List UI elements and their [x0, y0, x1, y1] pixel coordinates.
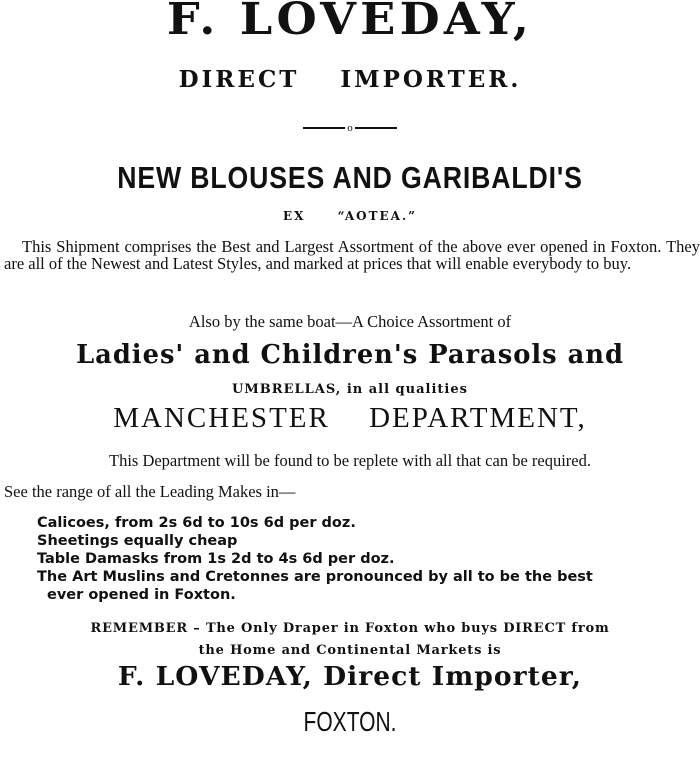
list-item: Calicoes, from 2s 6d to 10s 6d per doz.	[37, 515, 356, 531]
remember-notice	[0, 618, 700, 662]
umbrellas-line: UMBRELLAS, in all qualities	[232, 382, 468, 397]
headline-subtitle: DIRECT IMPORTER.	[178, 66, 522, 93]
remember-line-1: REMEMBER – The Only Draper in Foxton who buys DIRECT from	[90, 621, 610, 636]
shipment-paragraph	[4, 238, 700, 272]
manchester-heading: MANCHESTER DEPARTMENT,	[113, 402, 587, 434]
headline-name: F. LOVEDAY,	[166, 0, 534, 45]
list-item: ever opened in Foxton.	[47, 587, 236, 603]
divider-rule-right	[355, 127, 397, 129]
remember-line-2: the Home and Continental Markets is	[198, 643, 502, 658]
divider-mark: o	[347, 121, 353, 134]
list-item: Sheetings equally cheap	[37, 533, 238, 549]
list-item: Table Damasks from 1s 2d to 4s 6d per doz.	[37, 551, 395, 567]
blouses-heading: NEW BLOUSES AND GARIBALDI'S	[117, 160, 583, 195]
department-description: This Department will be found to be replete with all that can be required.	[108, 451, 591, 470]
also-by-line: Also by the same boat—A Choice Assortment of	[188, 312, 512, 331]
range-intro: See the range of all the Leading Makes in—	[4, 482, 296, 501]
town-name: FOXTON.	[303, 706, 397, 737]
signature-line: F. LOVEDAY, Direct Importer,	[117, 662, 583, 692]
divider-rule-left	[303, 127, 345, 129]
shipment-paragraph-text: This Shipment comprises the Best and Largest Assortment of the above ever opened in Foxton. They are all of the Newest and Latest Styles, and marked at prices that will enable everybody to buy.	[4, 237, 700, 273]
ship-line: EX “AOTEA.”	[282, 209, 418, 223]
parasols-heading: Ladies' and Children's Parasols and	[76, 340, 624, 370]
ornamental-divider	[0, 120, 700, 136]
list-item: The Art Muslins and Cretonnes are pronounced by all to be the best	[37, 569, 593, 585]
goods-list	[37, 514, 700, 604]
